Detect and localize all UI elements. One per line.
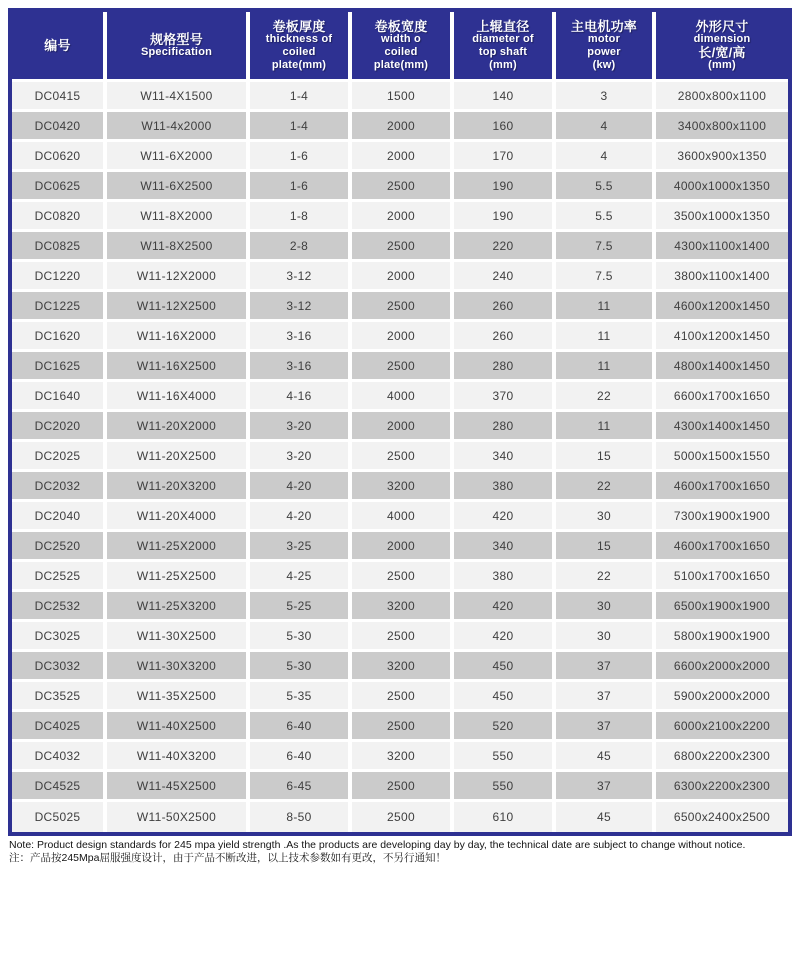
cell-specification: W11-12X2500 — [107, 292, 250, 322]
column-header-line: plate(mm) — [373, 58, 429, 71]
cell-dimension: 6600x2000x2000 — [656, 652, 788, 682]
cell-width-of-coiled-plate: 2000 — [352, 262, 454, 292]
cell-width-of-coiled-plate: 2000 — [352, 112, 454, 142]
column-header-specification — [107, 12, 250, 82]
table-row — [12, 142, 788, 172]
cell-motor-power: 22 — [556, 382, 656, 412]
cell-dimension: 3500x1000x1350 — [656, 202, 788, 232]
cell-dimension: 6000x2100x2200 — [656, 712, 788, 742]
cell-diameter-of-top-shaft: 550 — [454, 742, 556, 772]
cell-diameter-of-top-shaft: 420 — [454, 622, 556, 652]
cell-specification: W11-16X2000 — [107, 322, 250, 352]
column-header-width-of-coiled-plate — [352, 12, 454, 82]
cell-dimension: 6800x2200x2300 — [656, 742, 788, 772]
cell-motor-power: 30 — [556, 622, 656, 652]
column-header-dimension — [656, 12, 788, 82]
cell-code: DC2525 — [12, 562, 107, 592]
cell-specification: W11-25X3200 — [107, 592, 250, 622]
column-header-line: 卷板宽度 — [374, 18, 428, 34]
cell-specification: W11-6X2000 — [107, 142, 250, 172]
cell-specification: W11-20X3200 — [107, 472, 250, 502]
cell-dimension: 2800x800x1100 — [656, 82, 788, 112]
cell-motor-power: 7.5 — [556, 262, 656, 292]
cell-motor-power: 5.5 — [556, 202, 656, 232]
cell-diameter-of-top-shaft: 380 — [454, 472, 556, 502]
cell-thickness-of-coiled-plate: 3-12 — [250, 292, 352, 322]
cell-motor-power: 22 — [556, 472, 656, 502]
cell-specification: W11-40X3200 — [107, 742, 250, 772]
cell-code: DC4525 — [12, 772, 107, 802]
cell-width-of-coiled-plate: 3200 — [352, 742, 454, 772]
cell-thickness-of-coiled-plate: 1-8 — [250, 202, 352, 232]
cell-diameter-of-top-shaft: 370 — [454, 382, 556, 412]
cell-thickness-of-coiled-plate: 4-16 — [250, 382, 352, 412]
column-header-line: (mm) — [708, 58, 736, 71]
column-header-line: Specification — [140, 45, 213, 58]
cell-code: DC2032 — [12, 472, 107, 502]
cell-width-of-coiled-plate: 3200 — [352, 472, 454, 502]
cell-diameter-of-top-shaft: 260 — [454, 322, 556, 352]
column-header-line: (kw) — [592, 58, 616, 71]
cell-dimension: 6300x2200x2300 — [656, 772, 788, 802]
cell-thickness-of-coiled-plate: 3-20 — [250, 412, 352, 442]
cell-dimension: 7300x1900x1900 — [656, 502, 788, 532]
cell-specification: W11-20X2000 — [107, 412, 250, 442]
table-row — [12, 772, 788, 802]
table-row — [12, 622, 788, 652]
cell-dimension: 5100x1700x1650 — [656, 562, 788, 592]
column-header-line: 上辊直径 — [476, 18, 530, 34]
table-row — [12, 742, 788, 772]
cell-motor-power: 11 — [556, 292, 656, 322]
column-header-line: 卷板厚度 — [272, 18, 326, 34]
table-row — [12, 172, 788, 202]
cell-diameter-of-top-shaft: 610 — [454, 802, 556, 832]
cell-motor-power: 15 — [556, 532, 656, 562]
column-header-line: 长/宽/高 — [698, 44, 746, 60]
cell-diameter-of-top-shaft: 550 — [454, 772, 556, 802]
cell-dimension: 6500x2400x2500 — [656, 802, 788, 832]
cell-specification: W11-8X2000 — [107, 202, 250, 232]
table-row — [12, 352, 788, 382]
cell-diameter-of-top-shaft: 420 — [454, 502, 556, 532]
cell-motor-power: 30 — [556, 592, 656, 622]
cell-specification: W11-40X2500 — [107, 712, 250, 742]
cell-diameter-of-top-shaft: 170 — [454, 142, 556, 172]
cell-thickness-of-coiled-plate: 5-25 — [250, 592, 352, 622]
table-row — [12, 262, 788, 292]
cell-code: DC1625 — [12, 352, 107, 382]
cell-specification: W11-45X2500 — [107, 772, 250, 802]
cell-motor-power: 5.5 — [556, 172, 656, 202]
cell-code: DC2532 — [12, 592, 107, 622]
cell-code: DC0825 — [12, 232, 107, 262]
cell-code: DC3032 — [12, 652, 107, 682]
table-row — [12, 562, 788, 592]
column-header-line: motor — [587, 32, 621, 45]
cell-code: DC2040 — [12, 502, 107, 532]
cell-dimension: 4600x1200x1450 — [656, 292, 788, 322]
cell-dimension: 4100x1200x1450 — [656, 322, 788, 352]
table-row — [12, 472, 788, 502]
note-chinese: 注：产品按245Mpa屈服强度设计，由于产品不断改进，以上技术参数如有更改，不另行通知！ — [9, 852, 446, 864]
cell-width-of-coiled-plate: 3200 — [352, 652, 454, 682]
cell-motor-power: 11 — [556, 412, 656, 442]
cell-code: DC2020 — [12, 412, 107, 442]
cell-thickness-of-coiled-plate: 1-4 — [250, 82, 352, 112]
table-row — [12, 652, 788, 682]
column-header-line: dimension — [693, 32, 751, 45]
cell-code: DC1220 — [12, 262, 107, 292]
cell-thickness-of-coiled-plate: 3-20 — [250, 442, 352, 472]
cell-width-of-coiled-plate: 2500 — [352, 232, 454, 262]
cell-diameter-of-top-shaft: 190 — [454, 172, 556, 202]
cell-dimension: 4300x1100x1400 — [656, 232, 788, 262]
cell-width-of-coiled-plate: 2500 — [352, 292, 454, 322]
cell-specification: W11-4x2000 — [107, 112, 250, 142]
cell-motor-power: 22 — [556, 562, 656, 592]
cell-diameter-of-top-shaft: 340 — [454, 532, 556, 562]
cell-specification: W11-30X2500 — [107, 622, 250, 652]
cell-dimension: 3800x1100x1400 — [656, 262, 788, 292]
cell-diameter-of-top-shaft: 140 — [454, 82, 556, 112]
cell-specification: W11-16X4000 — [107, 382, 250, 412]
cell-width-of-coiled-plate: 2500 — [352, 172, 454, 202]
cell-diameter-of-top-shaft: 190 — [454, 202, 556, 232]
cell-specification: W11-6X2500 — [107, 172, 250, 202]
cell-thickness-of-coiled-plate: 3-16 — [250, 322, 352, 352]
cell-thickness-of-coiled-plate: 8-50 — [250, 802, 352, 832]
cell-thickness-of-coiled-plate: 1-6 — [250, 142, 352, 172]
cell-thickness-of-coiled-plate: 3-12 — [250, 262, 352, 292]
cell-thickness-of-coiled-plate: 5-30 — [250, 622, 352, 652]
table-row — [12, 532, 788, 562]
cell-code: DC0620 — [12, 142, 107, 172]
cell-specification: W11-12X2000 — [107, 262, 250, 292]
cell-diameter-of-top-shaft: 260 — [454, 292, 556, 322]
cell-diameter-of-top-shaft: 450 — [454, 652, 556, 682]
cell-code: DC3525 — [12, 682, 107, 712]
cell-motor-power: 37 — [556, 772, 656, 802]
cell-thickness-of-coiled-plate: 1-6 — [250, 172, 352, 202]
cell-motor-power: 4 — [556, 142, 656, 172]
table-row — [12, 112, 788, 142]
table-row — [12, 232, 788, 262]
cell-diameter-of-top-shaft: 240 — [454, 262, 556, 292]
cell-code: DC0820 — [12, 202, 107, 232]
cell-motor-power: 15 — [556, 442, 656, 472]
cell-code: DC0420 — [12, 112, 107, 142]
cell-thickness-of-coiled-plate: 4-25 — [250, 562, 352, 592]
cell-diameter-of-top-shaft: 280 — [454, 412, 556, 442]
cell-thickness-of-coiled-plate: 3-25 — [250, 532, 352, 562]
column-header-motor-power — [556, 12, 656, 82]
cell-motor-power: 45 — [556, 802, 656, 832]
column-header-line: top shaft — [478, 45, 528, 58]
cell-specification: W11-50X2500 — [107, 802, 250, 832]
cell-diameter-of-top-shaft: 280 — [454, 352, 556, 382]
cell-specification: W11-25X2000 — [107, 532, 250, 562]
cell-dimension: 4300x1400x1450 — [656, 412, 788, 442]
header-row — [12, 12, 788, 82]
cell-motor-power: 7.5 — [556, 232, 656, 262]
cell-width-of-coiled-plate: 2000 — [352, 532, 454, 562]
cell-thickness-of-coiled-plate: 2-8 — [250, 232, 352, 262]
cell-motor-power: 37 — [556, 712, 656, 742]
cell-code: DC1640 — [12, 382, 107, 412]
cell-thickness-of-coiled-plate: 1-4 — [250, 112, 352, 142]
cell-thickness-of-coiled-plate: 3-16 — [250, 352, 352, 382]
cell-specification: W11-35X2500 — [107, 682, 250, 712]
cell-motor-power: 37 — [556, 682, 656, 712]
spec-table-frame — [8, 8, 792, 836]
column-header-line: coiled — [384, 45, 418, 58]
table-head — [12, 12, 788, 82]
cell-thickness-of-coiled-plate: 4-20 — [250, 472, 352, 502]
cell-width-of-coiled-plate: 2500 — [352, 622, 454, 652]
cell-code: DC0415 — [12, 82, 107, 112]
cell-dimension: 6500x1900x1900 — [656, 592, 788, 622]
spec-table — [12, 12, 788, 832]
table-row — [12, 712, 788, 742]
cell-thickness-of-coiled-plate: 6-45 — [250, 772, 352, 802]
cell-diameter-of-top-shaft: 520 — [454, 712, 556, 742]
cell-width-of-coiled-plate: 1500 — [352, 82, 454, 112]
table-body — [12, 82, 788, 832]
column-header-line: (mm) — [489, 58, 517, 71]
cell-dimension: 4600x1700x1650 — [656, 532, 788, 562]
cell-thickness-of-coiled-plate: 6-40 — [250, 712, 352, 742]
cell-dimension: 3400x800x1100 — [656, 112, 788, 142]
cell-width-of-coiled-plate: 2000 — [352, 322, 454, 352]
cell-code: DC2520 — [12, 532, 107, 562]
table-row — [12, 502, 788, 532]
cell-thickness-of-coiled-plate: 5-35 — [250, 682, 352, 712]
cell-diameter-of-top-shaft: 380 — [454, 562, 556, 592]
cell-width-of-coiled-plate: 2500 — [352, 772, 454, 802]
cell-motor-power: 4 — [556, 112, 656, 142]
note-english: Note: Product design standards for 245 mpa yield strength .As the products are developing day by day, the technical date are subject to change without notice. — [9, 839, 746, 851]
cell-dimension: 5000x1500x1550 — [656, 442, 788, 472]
table-row — [12, 322, 788, 352]
cell-thickness-of-coiled-plate: 6-40 — [250, 742, 352, 772]
cell-specification: W11-25X2500 — [107, 562, 250, 592]
cell-diameter-of-top-shaft: 220 — [454, 232, 556, 262]
column-header-line: 外形尺寸 — [695, 18, 749, 34]
table-row — [12, 412, 788, 442]
footer-notes — [9, 839, 791, 865]
column-header-code — [12, 12, 107, 82]
cell-code: DC5025 — [12, 802, 107, 832]
cell-motor-power: 3 — [556, 82, 656, 112]
table-row — [12, 382, 788, 412]
cell-specification: W11-30X3200 — [107, 652, 250, 682]
cell-width-of-coiled-plate: 2000 — [352, 142, 454, 172]
cell-dimension: 4600x1700x1650 — [656, 472, 788, 502]
column-header-line: 编号 — [44, 38, 71, 53]
cell-dimension: 4800x1400x1450 — [656, 352, 788, 382]
table-row — [12, 292, 788, 322]
cell-width-of-coiled-plate: 2500 — [352, 352, 454, 382]
table-row — [12, 802, 788, 832]
cell-code: DC0625 — [12, 172, 107, 202]
cell-motor-power: 45 — [556, 742, 656, 772]
cell-diameter-of-top-shaft: 160 — [454, 112, 556, 142]
cell-diameter-of-top-shaft: 420 — [454, 592, 556, 622]
cell-code: DC1225 — [12, 292, 107, 322]
cell-code: DC4032 — [12, 742, 107, 772]
table-row — [12, 682, 788, 712]
column-header-line: width o — [381, 32, 421, 45]
cell-specification: W11-4X1500 — [107, 82, 250, 112]
cell-code: DC3025 — [12, 622, 107, 652]
cell-specification: W11-20X4000 — [107, 502, 250, 532]
cell-motor-power: 11 — [556, 352, 656, 382]
cell-thickness-of-coiled-plate: 4-20 — [250, 502, 352, 532]
cell-width-of-coiled-plate: 2000 — [352, 202, 454, 232]
table-row — [12, 442, 788, 472]
column-header-line: thickness of — [265, 32, 333, 45]
cell-specification: W11-16X2500 — [107, 352, 250, 382]
cell-width-of-coiled-plate: 3200 — [352, 592, 454, 622]
cell-diameter-of-top-shaft: 450 — [454, 682, 556, 712]
cell-code: DC2025 — [12, 442, 107, 472]
cell-motor-power: 11 — [556, 322, 656, 352]
cell-specification: W11-20X2500 — [107, 442, 250, 472]
cell-motor-power: 37 — [556, 652, 656, 682]
column-header-line: 规格型号 — [150, 31, 203, 47]
cell-specification: W11-8X2500 — [107, 232, 250, 262]
cell-width-of-coiled-plate: 2000 — [352, 412, 454, 442]
cell-motor-power: 30 — [556, 502, 656, 532]
cell-width-of-coiled-plate: 2500 — [352, 562, 454, 592]
table-row — [12, 592, 788, 622]
column-header-line: plate(mm) — [271, 58, 327, 71]
cell-dimension: 4000x1000x1350 — [656, 172, 788, 202]
cell-dimension: 6600x1700x1650 — [656, 382, 788, 412]
cell-code: DC4025 — [12, 712, 107, 742]
cell-code: DC1620 — [12, 322, 107, 352]
cell-dimension: 3600x900x1350 — [656, 142, 788, 172]
column-header-line: diameter of — [472, 32, 534, 45]
column-header-thickness-of-coiled-plate — [250, 12, 352, 82]
cell-width-of-coiled-plate: 2500 — [352, 712, 454, 742]
cell-dimension: 5800x1900x1900 — [656, 622, 788, 652]
cell-dimension: 5900x2000x2000 — [656, 682, 788, 712]
cell-width-of-coiled-plate: 2500 — [352, 442, 454, 472]
column-header-line: coiled — [282, 45, 316, 58]
cell-width-of-coiled-plate: 4000 — [352, 502, 454, 532]
column-header-line: power — [587, 45, 621, 58]
table-row — [12, 202, 788, 232]
table-row — [12, 82, 788, 112]
column-header-diameter-of-top-shaft — [454, 12, 556, 82]
cell-thickness-of-coiled-plate: 5-30 — [250, 652, 352, 682]
cell-width-of-coiled-plate: 4000 — [352, 382, 454, 412]
column-header-line: 主电机功率 — [570, 18, 637, 34]
cell-diameter-of-top-shaft: 340 — [454, 442, 556, 472]
cell-width-of-coiled-plate: 2500 — [352, 682, 454, 712]
cell-width-of-coiled-plate: 2500 — [352, 802, 454, 832]
